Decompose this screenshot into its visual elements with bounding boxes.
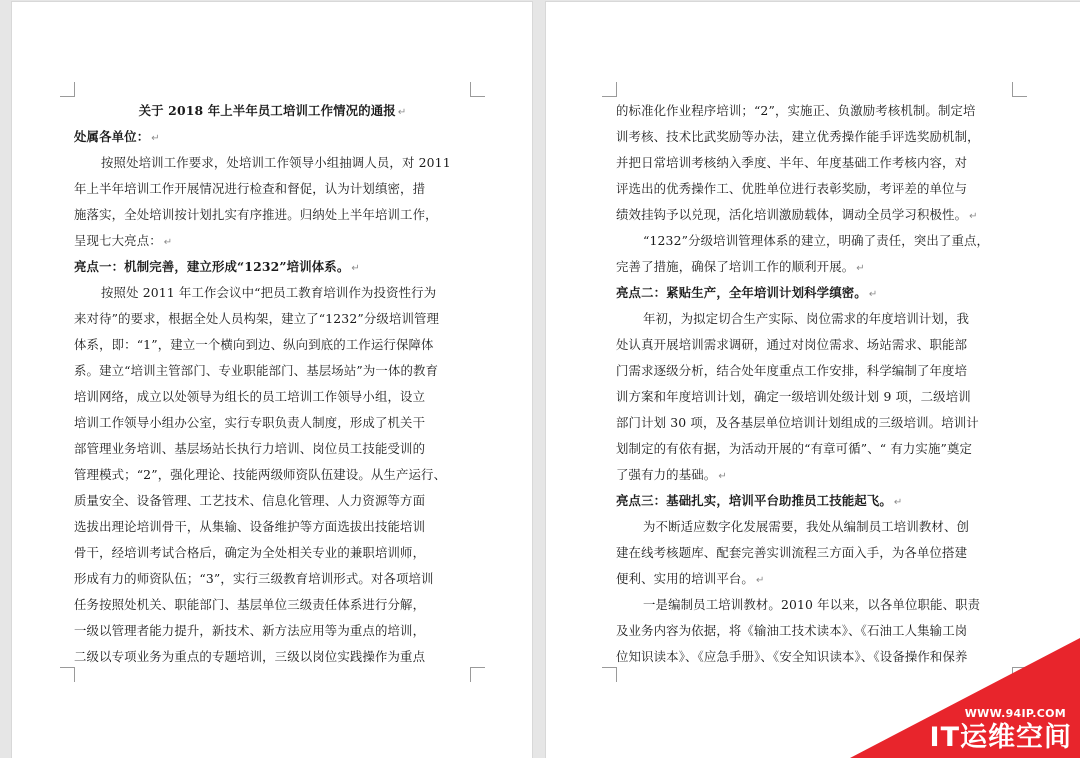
text-line — [616, 332, 1014, 358]
text-line-content: 及业务内容为依据，将《输油工技术读本》、《石油工人集输工岗 — [616, 623, 968, 638]
text-line-content: 呈现七大亮点： — [74, 233, 162, 248]
text-line-content: 体系，即：“1”，建立一个横向到边、纵向到底的工作运行保障体 — [74, 337, 434, 352]
text-line — [74, 280, 471, 306]
paragraph-mark-icon: ↵ — [969, 211, 978, 222]
page-text-right[interactable] — [616, 98, 1014, 670]
text-line — [616, 540, 1014, 566]
paragraph-mark-icon: ↵ — [893, 497, 903, 508]
text-line-content: 部门计划 30 项，及各基层单位培训计划组成的三级培训。培训计 — [616, 415, 979, 430]
paragraph-mark-icon: ↵ — [163, 237, 173, 248]
crop-mark-bottom-left — [602, 667, 617, 682]
text-line — [74, 514, 471, 540]
text-line-content: 系。建立“培训主管部门、专业职能部门、基层场站”为一体的教育 — [74, 363, 439, 378]
text-line — [616, 592, 1014, 618]
text-line — [616, 436, 1014, 462]
text-line-content: 管理模式；“2”，强化理论、技能两级师资队伍建设。从生产运行、 — [74, 467, 447, 482]
text-line-content: 并把日常培训考核纳入季度、半年、年度基础工作考核内容，对 — [616, 155, 968, 170]
text-line — [616, 202, 1014, 228]
paragraph-mark-icon: ↵ — [856, 263, 865, 274]
text-line-content: 训考核、技术比武奖励等办法，建立优秀操作能手评选奖励机制， — [616, 129, 980, 144]
text-line-content: 施落实，全处培训按计划扎实有序推进。归纳处上半年培训工作， — [74, 207, 438, 222]
text-line-content: 年初，为拟定切合生产实际、岗位需求的年度培训计划，我 — [643, 311, 970, 326]
text-line — [74, 384, 471, 410]
text-line — [74, 254, 471, 280]
text-line-content: 按照处培训工作要求，处培训工作领导小组抽调人员，对 2011 — [101, 155, 451, 170]
text-line-content: 一级以管理者能力提升，新技术、新方法应用等为重点的培训， — [74, 623, 426, 638]
text-line-content: 完善了措施，确保了培训工作的顺利开展。 — [616, 259, 855, 274]
text-line-content: 培训网络，成立以处领导为组长的员工培训工作领导小组，设立 — [74, 389, 426, 404]
text-line — [616, 358, 1014, 384]
watermark-badge — [850, 638, 1080, 758]
text-line — [616, 124, 1014, 150]
text-line — [74, 618, 471, 644]
text-line — [74, 644, 471, 670]
crop-mark-top-right — [1012, 82, 1027, 97]
text-line — [74, 150, 471, 176]
text-line — [74, 358, 471, 384]
text-line-content: 任务按照处机关、职能部门、基层单位三级责任体系进行分解， — [74, 597, 426, 612]
text-line — [616, 98, 1014, 124]
document-page-left — [12, 2, 532, 758]
text-line-content: 门需求逐级分析，结合处年度重点工作安排，科学编制了年度培 — [616, 363, 968, 378]
text-line-content: 一是编制员工培训教材。2010 年以来，以各单位职能、职责 — [643, 597, 981, 612]
text-line-content: 骨干，经培训考试合格后，确定为全处相关专业的兼职培训师， — [74, 545, 426, 560]
text-line-content: 的标准化作业程序培训；“2”，实施正、负激励考核机制。制定培 — [616, 103, 976, 118]
text-line-content: 评选出的优秀操作工、优胜单位进行表彰奖励，考评差的单位与 — [616, 181, 968, 196]
text-line-content: 亮点二：紧贴生产，全年培训计划科学缜密。 — [616, 285, 867, 300]
text-line — [616, 384, 1014, 410]
paragraph-mark-icon: ↵ — [718, 471, 727, 482]
paragraph-mark-icon: ↵ — [755, 575, 765, 586]
crop-mark-top-left — [60, 82, 75, 97]
text-line — [74, 176, 471, 202]
text-line — [74, 124, 471, 150]
text-line-content: 绩效挂钩予以兑现，活化培训激励载体，调动全员学习积极性。 — [616, 207, 968, 222]
text-line-content: “1232”分级培训管理体系的建立，明确了责任，突出了重点， — [643, 233, 990, 248]
text-line — [616, 254, 1014, 280]
text-line — [616, 462, 1014, 488]
text-line — [74, 306, 471, 332]
text-line — [74, 488, 471, 514]
text-line — [74, 332, 471, 358]
text-line-content: 培训工作领导小组办公室，实行专职负责人制度，形成了机关干 — [74, 415, 426, 430]
text-line-content: 部管理业务培训、基层场站长执行力培训、岗位员工技能受训的 — [74, 441, 426, 456]
text-line-content: 来对待”的要求，根据全处人员构架，建立了“1232”分级培训管理 — [74, 311, 440, 326]
text-line — [74, 592, 471, 618]
paragraph-mark-icon: ↵ — [868, 289, 878, 300]
text-line-content: 形成有力的师资队伍；“3”，实行三级教育培训形式。对各项培训 — [74, 571, 434, 586]
text-line-content: 划制定的有依有据，为活动开展的“有章可循”、“ 有力实施”奠定 — [616, 441, 973, 456]
crop-mark-top-right — [470, 82, 485, 97]
watermark-url: WWW.94IP.COM — [964, 707, 1066, 720]
text-line — [74, 566, 471, 592]
text-line-content: 为不断适应数字化发展需要，我处从编制员工培训教材、创 — [643, 519, 970, 534]
text-line — [616, 150, 1014, 176]
text-line — [74, 410, 471, 436]
crop-mark-bottom-left — [60, 667, 75, 682]
text-line-content: 二级以专项业务为重点的专题培训，三级以岗位实践操作为重点 — [74, 649, 426, 664]
text-line — [616, 228, 1014, 254]
crop-mark-bottom-right — [470, 667, 485, 682]
text-line-content: 选拔出理论培训骨干，从集输、设备维护等方面选拔出技能培训 — [74, 519, 426, 534]
text-line — [74, 228, 471, 254]
text-line — [616, 176, 1014, 202]
text-line-content: 亮点三：基础扎实，培训平台助推员工技能起飞。 — [616, 493, 892, 508]
text-line — [74, 436, 471, 462]
watermark-name: IT运维空间 — [929, 722, 1072, 753]
text-line-content: 了强有力的基础。 — [616, 467, 717, 482]
text-line — [616, 488, 1014, 514]
text-line-content: 处属各单位： — [74, 129, 150, 144]
text-line-content: 训方案和年度培训计划，确定一级培训处级计划 9 项，二级培训 — [616, 389, 971, 404]
text-line — [74, 202, 471, 228]
text-line-content: 处认真开展培训需求调研，通过对岗位需求、场站需求、职能部 — [616, 337, 968, 352]
paragraph-mark-icon: ↵ — [397, 107, 407, 118]
text-line-content: 关于 2018 年上半年员工培训工作情况的通报 — [138, 103, 396, 118]
text-line — [616, 514, 1014, 540]
text-line — [616, 410, 1014, 436]
text-line-content: 建在线考核题库、配套完善实训流程三方面入手，为各单位搭建 — [616, 545, 968, 560]
text-line — [616, 306, 1014, 332]
crop-mark-top-left — [602, 82, 617, 97]
text-line-content: 便利、实用的培训平台。 — [616, 571, 754, 586]
text-line-content: 位知识读本》、《应急手册》、《安全知识读本》、《设备操作和保养 — [616, 649, 968, 664]
text-line-content: 按照处 2011 年工作会议中“把员工教育培训作为投资性行为 — [101, 285, 437, 300]
text-line-content: 年上半年培训工作开展情况进行检查和督促，认为计划缜密，措 — [74, 181, 426, 196]
page-text-left[interactable] — [74, 98, 471, 670]
text-line-content: 亮点一：机制完善，建立形成“1232”培训体系。 — [74, 259, 350, 274]
text-line — [616, 566, 1014, 592]
text-line — [74, 462, 471, 488]
paragraph-mark-icon: ↵ — [351, 263, 360, 274]
text-line — [74, 540, 471, 566]
text-line — [74, 98, 471, 124]
text-line — [616, 280, 1014, 306]
text-line-content: 质量安全、设备管理、工艺技术、信息化管理、人力资源等方面 — [74, 493, 426, 508]
paragraph-mark-icon: ↵ — [151, 133, 160, 144]
